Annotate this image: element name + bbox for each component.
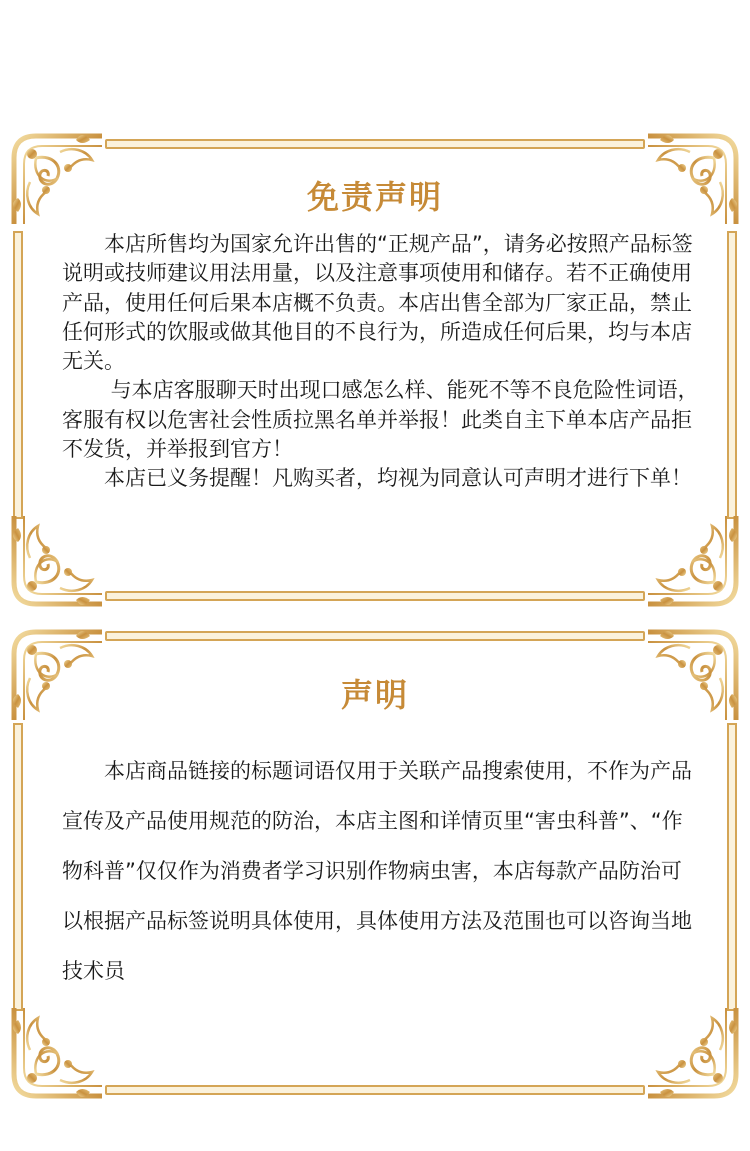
- statement-body: [62, 746, 702, 996]
- disclaimer-panel: [0, 128, 750, 612]
- section-title: 免责声明: [306, 178, 443, 216]
- section-title: 声明: [340, 676, 409, 714]
- statement-panel: [0, 624, 750, 1104]
- paragraph: 本店所售均为国家允许出售的“正规产品”，请务必按照产品标签说明或技师建议用法用量，以及注意事项使用和储存。若不正确使用产品，使用任何后果本店概不负责。本店出售全部为厂家正品，禁止任何形式的饮服或做其他目的不良行为，所造成任何后果，均与本店无关。: [62, 232, 693, 374]
- filigree-corner-icon: [6, 1004, 106, 1104]
- disclaimer-body: [62, 230, 702, 494]
- filigree-corner-icon: [644, 1004, 744, 1104]
- paragraph: 本店商品链接的标题词语仅用于关联产品搜索使用，不作为产品宣传及产品使用规范的防治，本店主图和详情页里“害虫科普”、“作物科普”仅仅作为消费者学习识别作物病虫害，本店每款产品防治可以根据产品标签说明具体使用，具体使用方法及范围也可以咨询当地技术员: [62, 759, 692, 983]
- filigree-corner-icon: [6, 512, 106, 612]
- paragraph: 与本店客服聊天时出现口感怎么样、能死不等不良危险性词语，客服有权以危害社会性质拉黑名单并举报！此类自主下单本店产品拒不发货，并举报到官方！: [62, 378, 699, 462]
- filigree-corner-icon: [644, 512, 744, 612]
- paragraph: 本店已义务提醒！凡购买者，均视为同意认可声明才进行下单！: [62, 466, 692, 491]
